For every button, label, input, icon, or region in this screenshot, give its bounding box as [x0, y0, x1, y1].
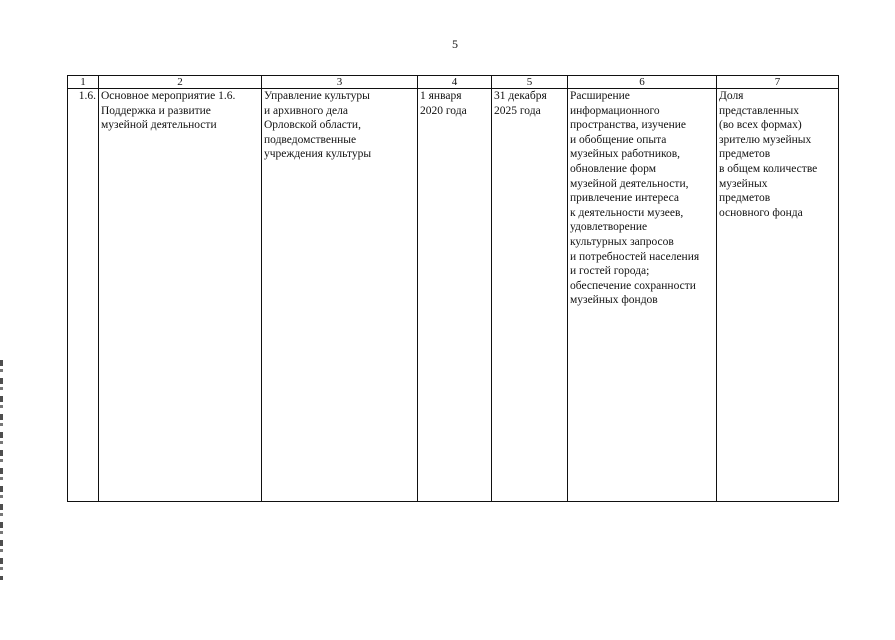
column-number: 3: [262, 76, 418, 89]
expected-result: Расширение информационного пространства, изучение и обобщение опыта музейных работников, обновление форм музейной деятельности, привлечение интереса к деятельности музеев, удовлетворение культурных запросов и потребностей населения и гостей города; обеспечение сохранности музейных фондов: [568, 89, 717, 502]
end-date: 31 декабря 2025 года: [492, 89, 568, 502]
page-number: 5: [452, 37, 458, 51]
start-date: 1 января 2020 года: [418, 89, 492, 502]
event-name: Основное мероприятие 1.6. Поддержка и развитие музейной деятельности: [99, 89, 262, 502]
column-number: 4: [418, 76, 492, 89]
target-indicator: Доля представленных (во всех формах) зрителю музейных предметов в общем количестве музейных предметов основного фонда: [717, 89, 839, 502]
responsible-executor: Управление культуры и архивного дела Орловской области, подведомственные учреждения культуры: [262, 89, 418, 502]
column-number: 6: [568, 76, 717, 89]
column-number: 5: [492, 76, 568, 89]
column-number: 2: [99, 76, 262, 89]
table-row: [68, 89, 839, 502]
scan-edge-artifact: [0, 360, 3, 580]
column-number: 7: [717, 76, 839, 89]
activity-table: [67, 75, 839, 502]
column-number-row: [68, 76, 839, 89]
row-number: 1.6.: [68, 89, 99, 502]
column-number: 1: [68, 76, 99, 89]
